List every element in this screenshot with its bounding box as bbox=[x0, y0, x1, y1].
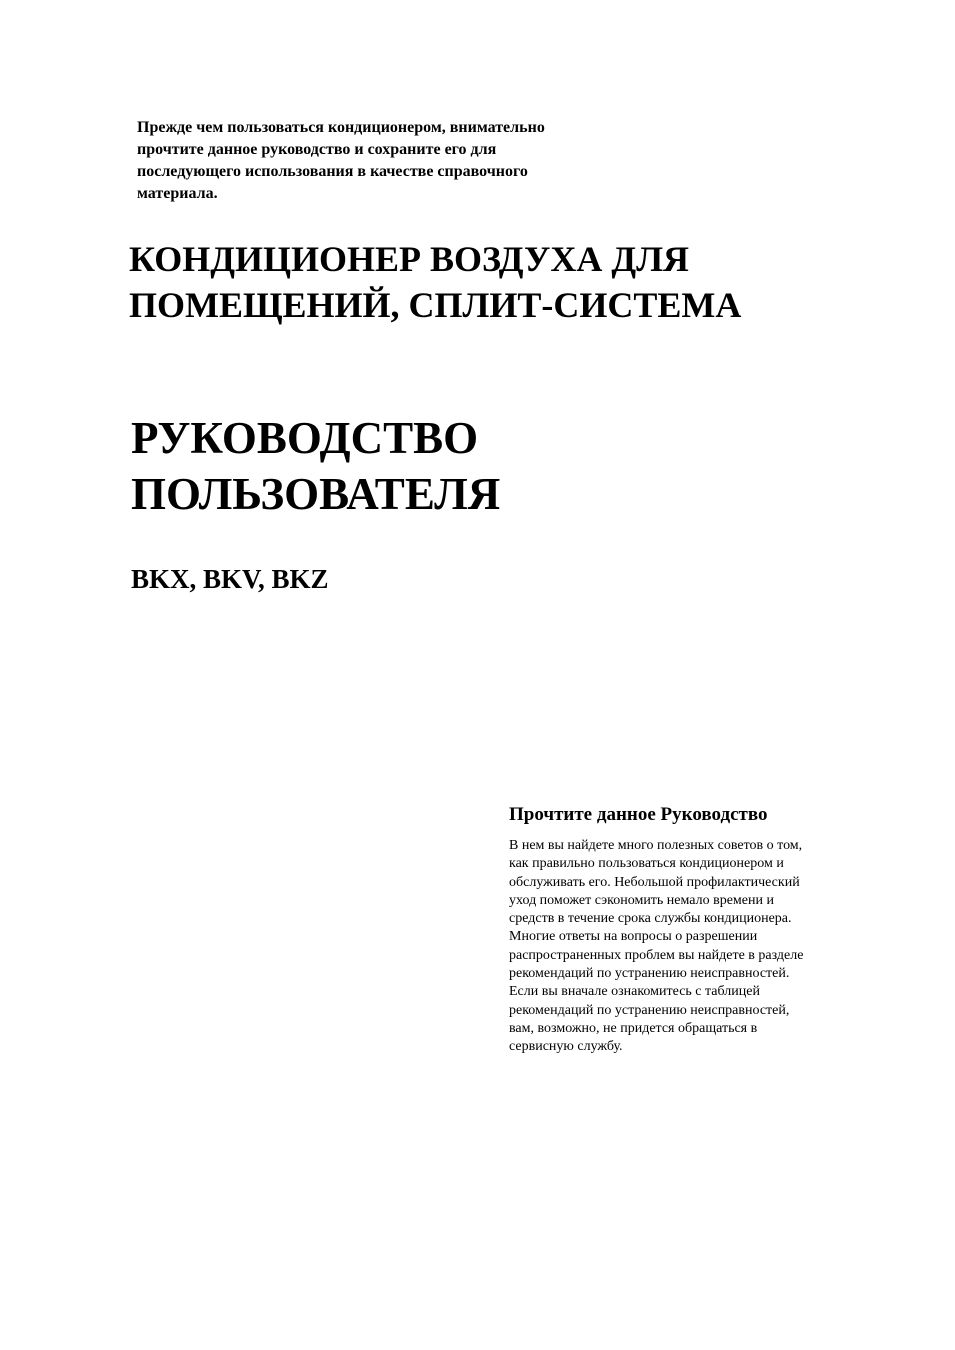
read-manual-section bbox=[509, 802, 869, 1057]
read-manual-line: распространенных проблем вы найдете в разделе bbox=[509, 947, 804, 963]
read-manual-line: Многие ответы на вопросы о разрешении bbox=[509, 929, 758, 945]
read-manual-heading: Прочтите данное Руководство bbox=[509, 804, 768, 825]
usage-notice bbox=[137, 117, 657, 205]
read-manual-line: сервисную службу. bbox=[509, 1039, 623, 1055]
read-manual-line: рекомендаций по устранению неисправностей, bbox=[509, 1002, 790, 1018]
usage-notice-line: прочтите данное руководство и сохраните его для bbox=[137, 141, 497, 158]
usage-notice-line: Прежде чем пользоваться кондиционером, внимательно bbox=[137, 119, 545, 136]
manual-title bbox=[131, 410, 500, 522]
read-manual-line: обслуживать его. Небольшой профилактический bbox=[509, 874, 800, 890]
read-manual-line: В нем вы найдете много полезных советов о том, bbox=[509, 838, 803, 853]
read-manual-body bbox=[509, 837, 869, 1057]
read-manual-line: Если вы вначале ознакомитесь с таблицей bbox=[509, 984, 760, 1000]
manual-title-line: ПОЛЬЗОВАТЕЛЯ bbox=[131, 469, 501, 519]
read-manual-line: уход поможет сэкономить немало времени и bbox=[509, 892, 774, 908]
read-manual-line: средств в течение срока службы кондиционера. bbox=[509, 911, 792, 927]
manual-title-line: РУКОВОДСТВО bbox=[131, 413, 479, 463]
product-title bbox=[129, 236, 741, 328]
usage-notice-line: материала. bbox=[137, 185, 218, 202]
model-list: BKX, BKV, BKZ bbox=[131, 564, 329, 594]
product-title-line: ПОМЕЩЕНИЙ, СПЛИТ-СИСТЕМА bbox=[129, 285, 742, 325]
product-title-line: КОНДИЦИОНЕР ВОЗДУХА ДЛЯ bbox=[129, 239, 690, 279]
read-manual-line: рекомендаций по устранению неисправностей. bbox=[509, 966, 790, 982]
read-manual-line: вам, возможно, не придется обращаться в bbox=[509, 1020, 758, 1036]
usage-notice-line: последующего использования в качестве справочного bbox=[137, 163, 528, 180]
read-manual-line: как правильно пользоваться кондиционером и bbox=[509, 856, 784, 872]
